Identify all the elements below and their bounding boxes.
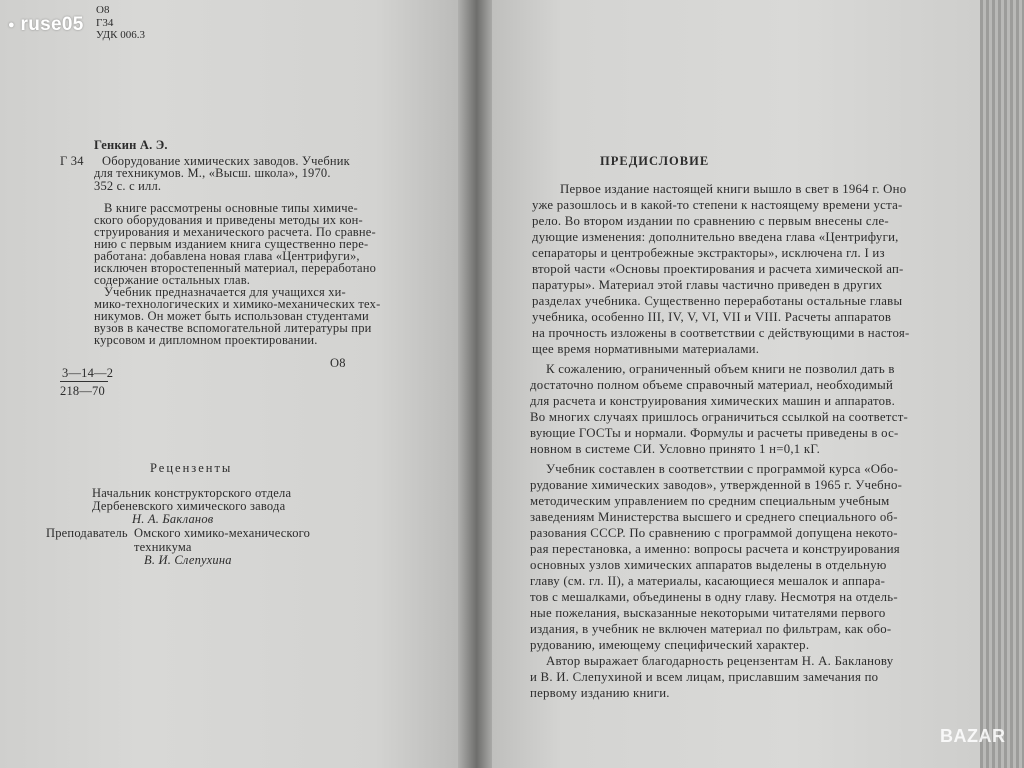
preface-line: достаточно полном объеме справочный материал, необходимый [530,378,894,392]
abstract-line: никумов. Он может быть использован студентами [94,309,369,323]
preface-line: рудованию, имеющему специфический характер. [530,638,810,652]
teacher-name: В. И. Слепухина [144,553,232,567]
bib-line-2: для техникумов. М., «Высш. школа», 1970. [94,166,331,180]
abstract-line: вузов в качестве вспомогательной литературы при [94,321,372,335]
preface-line: основных узлов химических аппаратов выделены в отдельную [530,558,887,572]
preface-line: разования СССР. По сравнению с программой допущена некото- [530,526,898,540]
code-o8-top: О8 [96,4,110,16]
abstract-line: работана: добавлена новая глава «Центрифуги», [94,249,360,263]
preface-line: новном в системе СИ. Условно принято 1 н=0,1 кГ. [530,442,821,456]
author-name: Генкин А. Э. [94,138,168,152]
preface-line: вующие ГОСТы и нормали. Формулы и расчеты приведены в ос- [530,426,899,440]
abstract-line: исключен второстепенный материал, переработано [94,261,377,275]
preface-line: тов с мешалками, объединены в одну главу. Несмотря на отдель- [530,590,898,604]
fraction-top: 3—14—2 [62,366,114,380]
reviewer-line: Дербеневского химического завода [92,499,286,513]
teacher-label: Преподаватель [46,526,128,540]
preface-line: щее время нормативными материалами. [532,342,760,356]
abstract-line: ского оборудования и приведены методы их кон- [94,213,363,227]
reviewer-name: Н. А. Бакланов [132,512,214,526]
preface-line: Первое издание настоящей книги вышло в свет в 1964 г. Оно [560,182,907,196]
abstract-line: нию с первым изданием книга существенно пере- [94,237,369,251]
reviewers-heading: Рецензенты [150,461,233,475]
preface-line: уже разошлось и в какой-то степени к настоящему времени уста- [532,198,903,212]
preface-line: рело. Во втором издании по сравнению с первым внесены сле- [532,214,889,228]
preface-line: первому изданию книги. [530,686,670,700]
preface-line: паратуры». Материал этой главы частично приведен в других [532,278,883,292]
code-g34-top: Г34 [96,17,114,29]
marketplace-watermark: BAZAR [940,726,1006,746]
preface-line: второй части «Основы проектирования и расчета химической ап- [532,262,904,276]
preface-line: дующие изменения: дополнительно введена глава «Центрифуги, [532,230,899,244]
reviewer-line: Начальник конструкторского отдела [92,486,292,500]
bib-line-3: 352 с. с илл. [94,179,162,193]
preface-line: учебника, особенно III, IV, V, VI, VII и VIII. Расчеты аппаратов [532,310,892,324]
preface-line: методическим управлением по средним специальным учебным [530,494,890,508]
preface-line: на прочность изложены в соответствии с действующими в настоя- [532,326,910,340]
preface-line: Учебник составлен в соответствии с программой курса «Обо- [546,462,899,476]
abstract-line: содержание остальных глав. [94,273,251,287]
preface-line: сепараторы и центробежные экстракторы», исключена гл. I из [532,246,885,260]
udc-code: УДК 006.3 [96,29,146,41]
preface-line: ные пожелания, высказанные некоторыми читателями первого [530,606,886,620]
preface-line: рая перестановка, а именно: вопросы расчета и конструирования [530,542,900,556]
abstract-line: мико-технологических и химико-механических тех- [94,297,381,311]
teacher-line: Омского химико-механического [134,526,311,540]
fraction-bottom: 218—70 [60,384,105,398]
preface-line: К сожалению, ограниченный объем книги не позволил дать в [546,362,895,376]
teacher-line: техникума [134,540,192,554]
preface-line: рудование химических заводов», утвержденной в 1965 г. Учебно- [530,478,903,492]
preface-line: главу (см. гл. II), а материалы, касающиеся мешалок и аппара- [530,574,886,588]
bib-line-1: Оборудование химических заводов. Учебник [102,154,350,168]
preface-line: издания, в учебник не включен материал по фильтрам, как обо- [530,622,892,636]
preface-line: Автор выражает благодарность рецензентам Н. А. Бакланову [546,654,894,668]
book-gutter [458,0,492,768]
preface-heading: ПРЕДИСЛОВИЕ [600,154,710,168]
catalog-code: Г 34 [60,154,84,168]
abstract-line: струирования и механического расчета. По сравне- [94,225,376,239]
preface-line: заведениям Министерства высшего и среднего специального об- [530,510,898,524]
page-edges [980,0,1024,768]
site-logo: ● ruse05 [8,14,84,35]
abstract-line: курсовом и дипломном проектировании. [94,333,318,347]
abstract-line: Учебник предназначается для учащихся хи- [104,285,346,299]
fraction-rule [60,381,108,382]
preface-line: для расчета и конструирования химических машин и аппаратов. [530,394,896,408]
preface-line: разделах учебника. Существенно переработаны остальные главы [532,294,903,308]
preface-line: Во многих случаях пришлось ограничиться ссылкой на соответст- [530,410,909,424]
code-o8-right: О8 [330,356,346,370]
abstract-line: В книге рассмотрены основные типы химиче- [104,201,358,215]
preface-line: и В. И. Слепухиной и всем лицам, приславшим замечания по [530,670,879,684]
